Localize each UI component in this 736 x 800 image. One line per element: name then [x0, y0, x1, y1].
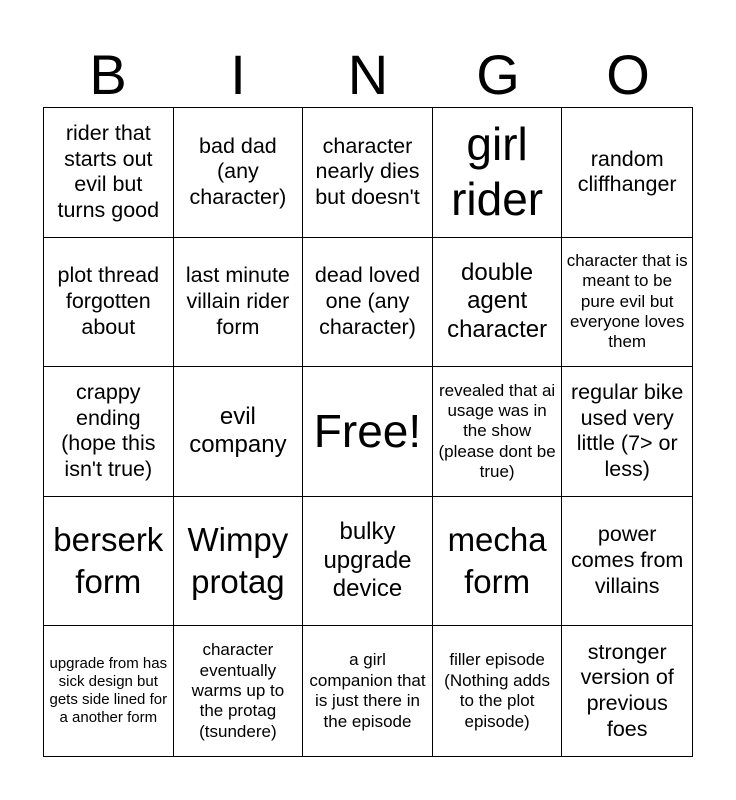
bingo-cell-n5[interactable]: [303, 626, 433, 756]
bingo-cell-text: plot thread forgotten about: [57, 263, 160, 339]
bingo-cell-b4[interactable]: [44, 497, 174, 627]
bingo-cell-text: a girl companion that is just there in the episode: [309, 650, 426, 731]
bingo-cell-text: last minute villain rider form: [185, 263, 290, 339]
bingo-cell-text: regular bike used very little (7> or less): [571, 379, 684, 482]
bingo-cell-n1[interactable]: [303, 108, 433, 238]
bingo-cell-text: character eventually warms up to the protag (tsundere): [191, 640, 285, 741]
bingo-cell-text: random cliffhanger: [577, 146, 677, 197]
bingo-cell-text: revealed that ai usage was in the show (please dont be true): [438, 380, 556, 482]
bingo-cell-text: crappy ending (hope this isn't true): [61, 379, 156, 482]
bingo-grid: [43, 107, 693, 757]
bingo-cell-text: power comes from villains: [571, 522, 684, 598]
bingo-cell-text: Free!: [313, 404, 422, 457]
bingo-cell-text: filler episode (Nothing adds to the plot episode): [444, 650, 551, 731]
header-letter-i: I: [230, 43, 246, 106]
bingo-header: [43, 42, 693, 108]
bingo-cell-text: berserk form: [53, 520, 164, 601]
bingo-cell-text: rider that starts out evil but turns good: [57, 120, 160, 223]
bingo-cell-text: character nearly dies but doesn't: [315, 133, 420, 210]
bingo-cell-text: mecha form: [447, 520, 547, 601]
bingo-cell-text: girl rider: [451, 118, 544, 226]
bingo-cell-g5[interactable]: [433, 626, 563, 756]
bingo-cell-text: character that is meant to be pure evil but everyone loves them: [566, 250, 688, 352]
bingo-cell-text: bad dad (any character): [189, 133, 287, 210]
free-space-cell[interactable]: [303, 367, 433, 497]
bingo-cell-b1[interactable]: [44, 108, 174, 238]
bingo-cell-i3[interactable]: [174, 367, 304, 497]
bingo-cell-o5[interactable]: [562, 626, 692, 756]
bingo-cell-text: evil company: [189, 402, 287, 459]
bingo-cell-o2[interactable]: [562, 238, 692, 368]
bingo-cell-g4[interactable]: [433, 497, 563, 627]
bingo-cell-o4[interactable]: [562, 497, 692, 627]
bingo-cell-text: bulky upgrade device: [323, 517, 412, 603]
bingo-cell-b2[interactable]: [44, 238, 174, 368]
bingo-cell-text: upgrade from has sick design but gets side lined for a another form: [49, 655, 168, 727]
bingo-cell-i1[interactable]: [174, 108, 304, 238]
bingo-cell-b5[interactable]: [44, 626, 174, 756]
bingo-cell-text: dead loved one (any character): [314, 263, 421, 339]
header-letter-b: B: [89, 43, 127, 106]
bingo-cell-n4[interactable]: [303, 497, 433, 627]
bingo-cell-o3[interactable]: [562, 367, 692, 497]
bingo-cell-text: double agent character: [447, 258, 548, 344]
bingo-cell-g2[interactable]: [433, 238, 563, 368]
bingo-cell-o1[interactable]: [562, 108, 692, 238]
bingo-cell-text: Wimpy protag: [187, 520, 289, 601]
header-letter-n: N: [347, 43, 389, 106]
bingo-cell-n2[interactable]: [303, 238, 433, 368]
header-letter-g: G: [476, 43, 520, 106]
bingo-cell-g1[interactable]: [433, 108, 563, 238]
bingo-cell-g3[interactable]: [433, 367, 563, 497]
bingo-cell-i5[interactable]: [174, 626, 304, 756]
bingo-cell-b3[interactable]: [44, 367, 174, 497]
bingo-cell-i4[interactable]: [174, 497, 304, 627]
bingo-cell-i2[interactable]: [174, 238, 304, 368]
bingo-cell-text: stronger version of previous foes: [580, 639, 674, 741]
header-letter-o: O: [606, 43, 650, 106]
